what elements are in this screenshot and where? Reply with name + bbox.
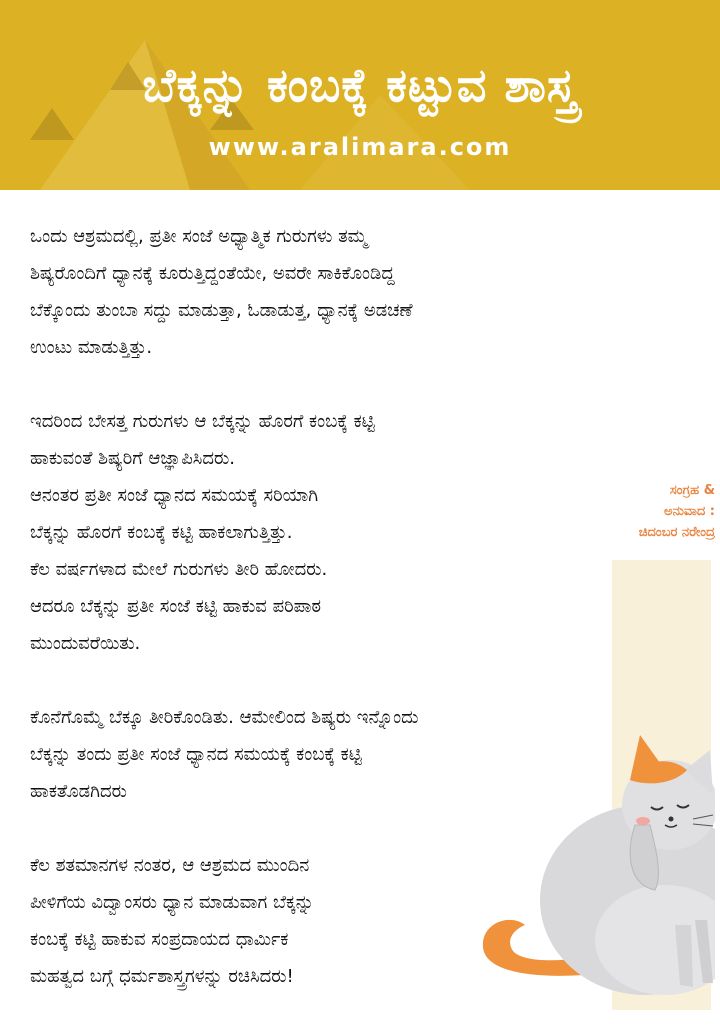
story-line: ಕಂಬಕ್ಕೆ ಕಟ್ಟಿ ಹಾಕುವ ಸಂಪ್ರದಾಯದ ಧಾರ್ಮಿಕ [30,929,289,950]
story-paragraph [30,218,610,366]
story-line: ಮಹತ್ವದ ಬಗ್ಗೆ ಧರ್ಮಶಾಸ್ತ್ರಗಳನ್ನು ರಚಿಸಿದರು! [30,966,294,987]
story-line: ಕೆಲ ವರ್ಷಗಳಾದ ಮೇಲೆ ಗುರುಗಳು ತೀರಿ ಹೋದರು. [30,559,328,580]
story-line: ಶಿಷ್ಯರೊಂದಿಗೆ ಧ್ಯಾನಕ್ಕೆ ಕೂರುತ್ತಿದ್ದಂತೆಯೇ, ಅವರೇ ಸಾಕಿಕೊಂಡಿದ್ದ [30,263,395,284]
credit-author: ಚಿದಂಬರ ನರೇಂದ್ರ [638,525,715,540]
header-banner [0,0,720,190]
page-title: ಬೆಕ್ಕನ್ನು ಕಂಬಕ್ಕೆ ಕಟ್ಟುವ ಶಾಸ್ತ್ರ [142,58,578,112]
story-line: ಕೆಲ ಶತಮಾನಗಳ ನಂತರ, ಆ ಆಶ್ರಮದ ಮುಂದಿನ [30,855,310,876]
story-line: ಪೀಳಿಗೆಯ ವಿದ್ವಾಂಸರು ಧ್ಯಾನ ಮಾಡುವಾಗ ಬೆಕ್ಕನ್ನು [30,892,314,913]
story-line: ಆನಂತರ ಪ್ರತೀ ಸಂಜೆ ಧ್ಯಾನದ ಸಮಯಕ್ಕೆ ಸರಿಯಾಗಿ [30,485,319,506]
story-line: ಬೆಕ್ಕನ್ನು ತಂದು ಪ್ರತೀ ಸಂಜೆ ಧ್ಯಾನದ ಸಮಯಕ್ಕೆ ಕಂಬಕ್ಕೆ ಕಟ್ಟಿ [30,744,362,765]
story-line: ಉಂಟು ಮಾಡುತ್ತಿತ್ತು. [30,337,153,358]
website-link[interactable]: www.aralimara.com [208,133,512,161]
story-line: ಒಂದು ಆಶ್ರಮದಲ್ಲಿ, ಪ್ರತೀ ಸಂಜೆ ಅಧ್ಯಾತ್ಮಿಕ ಗುರುಗಳು ತಮ್ಮ [30,226,368,247]
story-line: ಹಾಕತೊಡಗಿದರು [30,781,127,802]
story-line: ಬೆಕ್ಕೊಂದು ತುಂಬಾ ಸದ್ದು ಮಾಡುತ್ತಾ, ಓಡಾಡುತ್ತ, ಧ್ಯಾನಕ್ಕೆ ಅಡಚಣೆ [30,300,413,321]
story-line: ಮುಂದುವರೆಯಿತು. [30,633,141,654]
sleeping-cat-icon [455,725,715,1005]
story-line: ಹಾಕುವಂತೆ ಶಿಷ್ಯರಿಗೆ ಆಜ್ಞಾಪಿಸಿದರು. [30,448,235,469]
story-line: ಆದರೂ ಬೆಕ್ಕನ್ನು ಪ್ರತೀ ಸಂಜೆ ಕಟ್ಟಿ ಹಾಕುವ ಪರಿಪಾಠ [30,596,322,617]
story-line: ಇದರಿಂದ ಬೇಸತ್ತ ಗುರುಗಳು ಆ ಬೆಕ್ಕನ್ನು ಹೊರಗೆ ಕಂಬಕ್ಕೆ ಕಟ್ಟಿ [30,411,375,432]
credit-line: ಸಂಗ್ರಹ & [669,483,715,498]
story-paragraph [30,403,610,662]
story-line: ಬೆಕ್ಕನ್ನು ಹೊರಗೆ ಕಂಬಕ್ಕೆ ಕಟ್ಟಿ ಹಾಕಲಾಗುತ್ತಿತ್ತು. [30,522,293,543]
credit-line: ಅನುವಾದ : [664,504,715,519]
credit-block [580,480,715,543]
story-line: ಕೊನೆಗೊಮ್ಮೆ ಬೆಕ್ಕೂ ತೀರಿಕೊಂಡಿತು. ಆಮೇಲಿಂದ ಶಿಷ್ಯರು ಇನ್ನೊಂದು [30,707,419,728]
